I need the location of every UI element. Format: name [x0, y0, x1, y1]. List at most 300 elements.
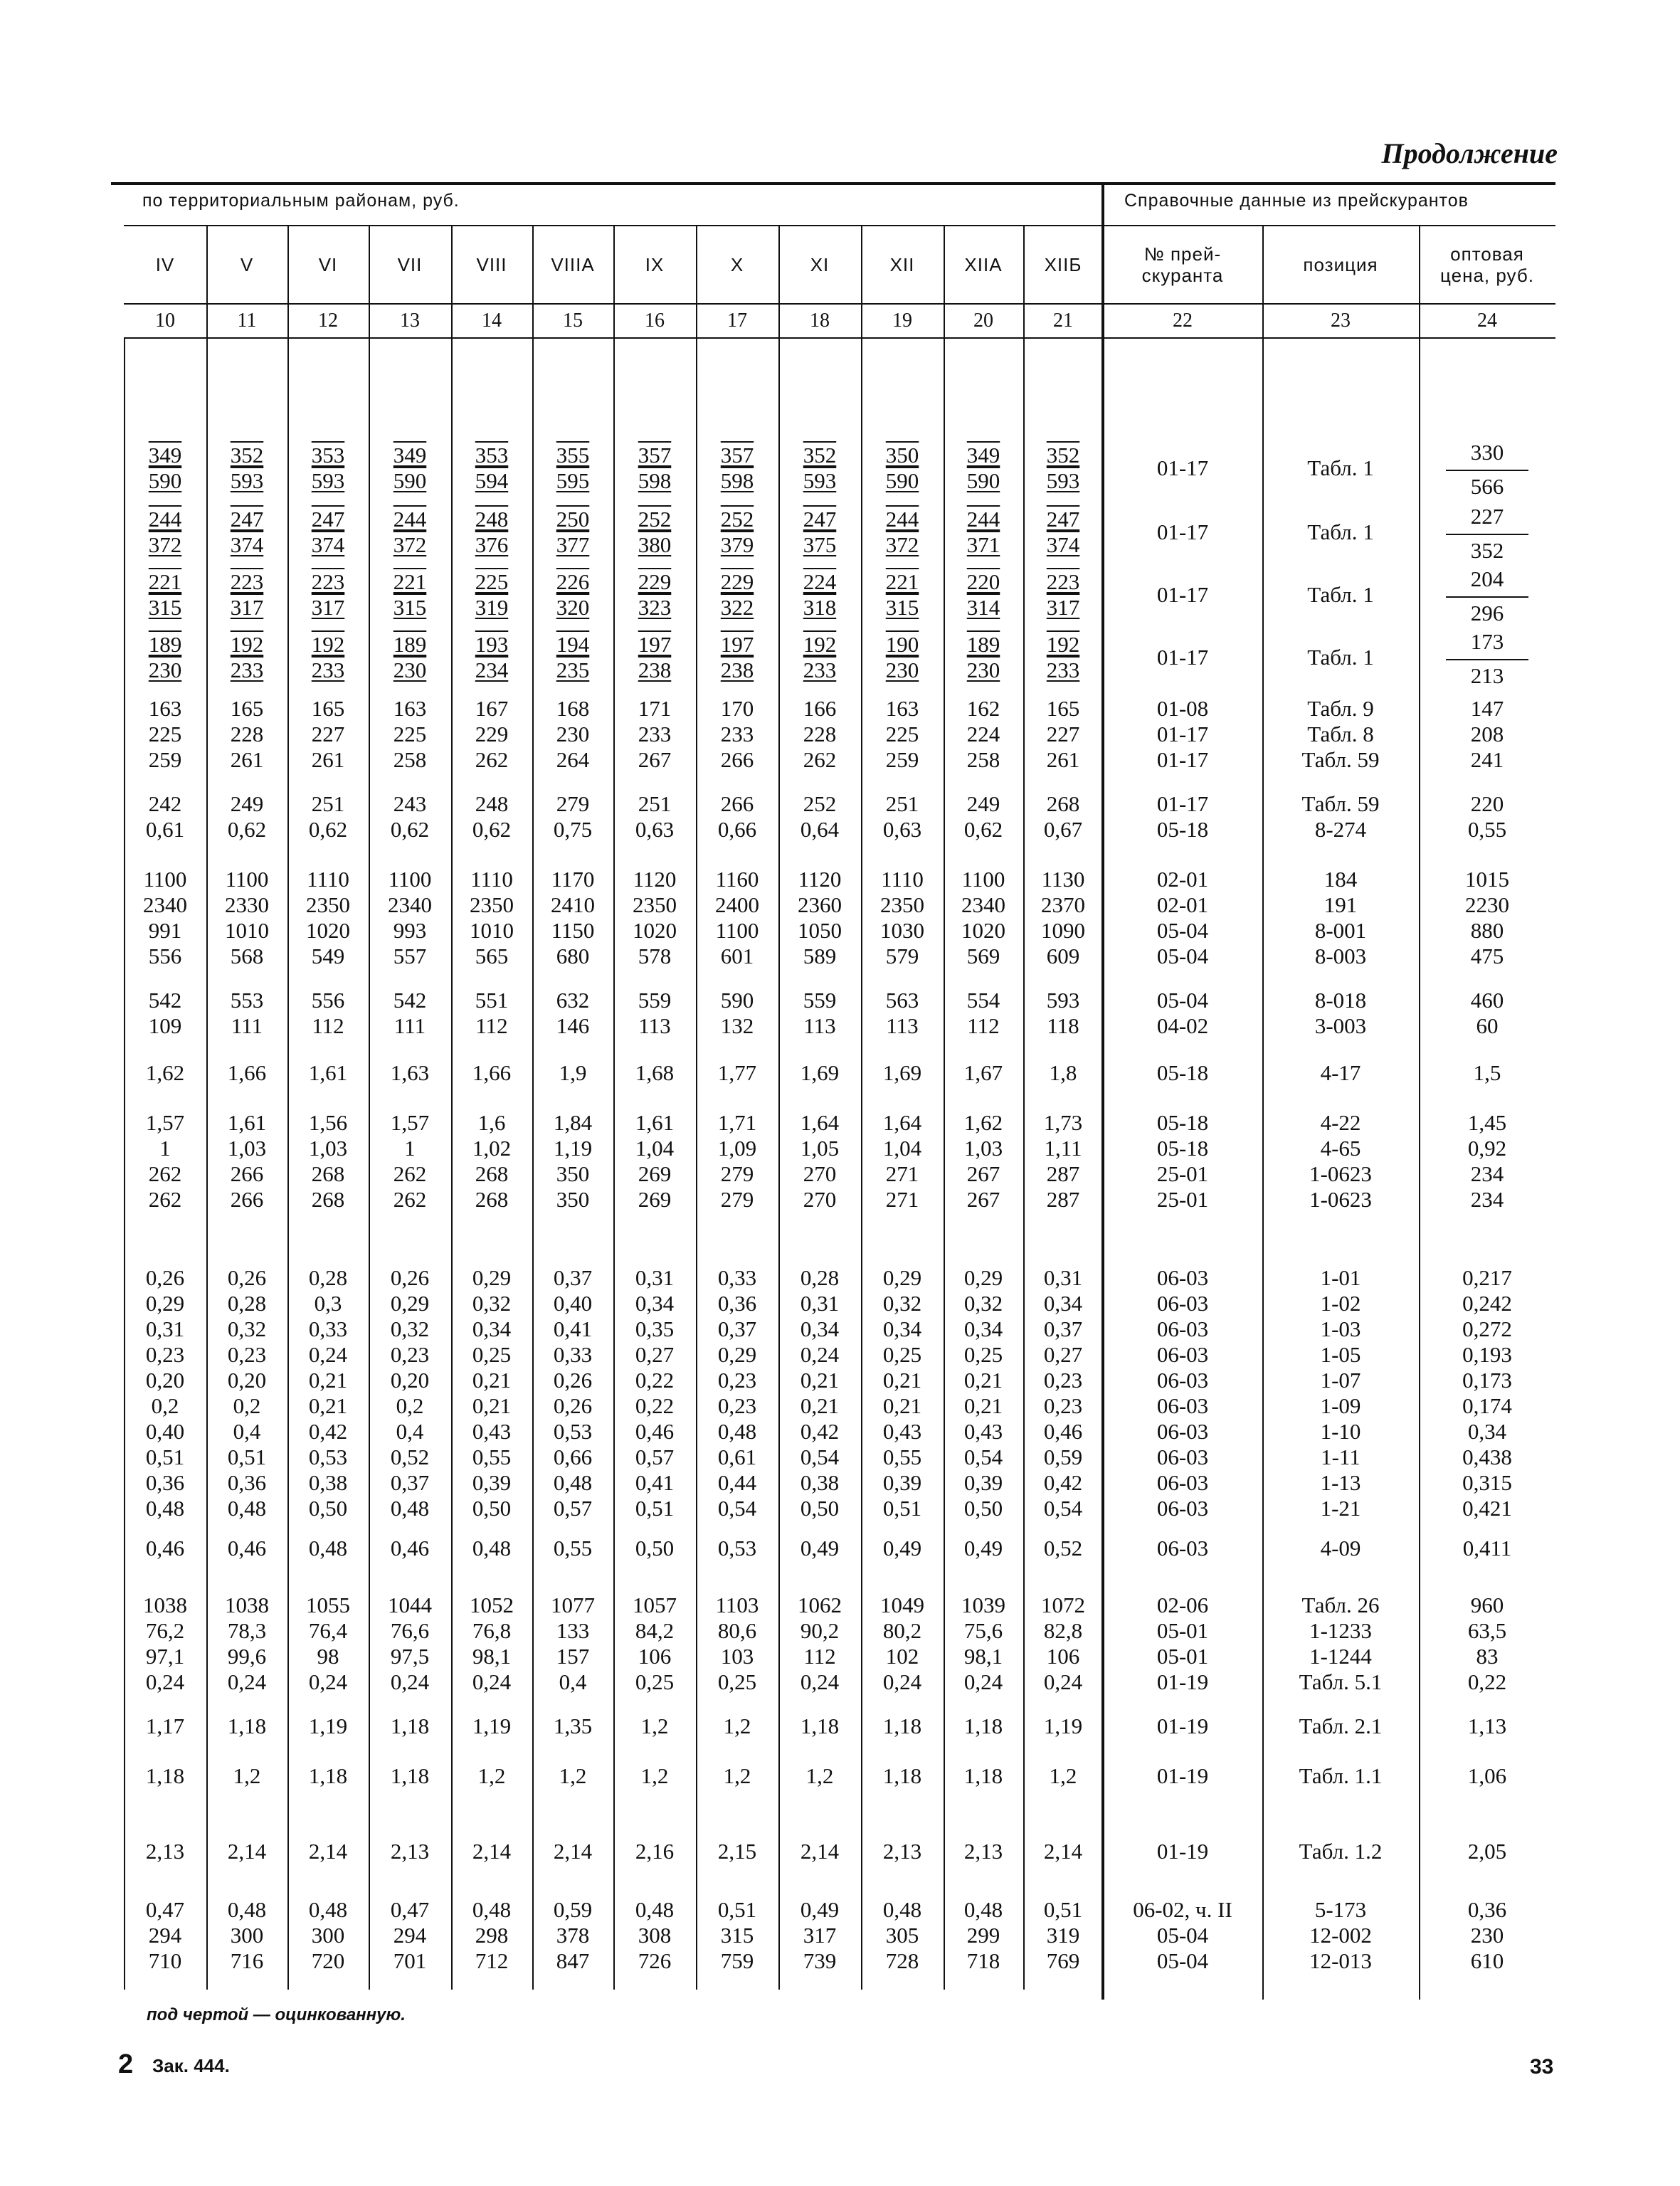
- value: 0,2: [233, 1393, 261, 1418]
- value: 189: [148, 632, 182, 657]
- value: 262: [148, 1161, 182, 1186]
- value: 0,31: [800, 1291, 840, 1316]
- fraction-bar: [1446, 596, 1528, 598]
- value: 372: [885, 532, 919, 557]
- pricelist-number: [1103, 791, 1262, 843]
- value: 258: [393, 747, 427, 772]
- value: 0,24: [227, 1669, 267, 1694]
- value: 267: [638, 747, 672, 772]
- value: 1,18: [800, 1714, 840, 1738]
- value: 0,26: [227, 1265, 267, 1290]
- value: 279: [720, 1161, 754, 1186]
- value: 0,28: [308, 1265, 348, 1290]
- value: 579: [885, 944, 919, 968]
- value-cell: [369, 791, 451, 843]
- value-cell: [369, 1839, 451, 1864]
- value: 194: [556, 632, 590, 657]
- wholesale-price-value: 234: [1470, 1187, 1504, 1212]
- pricelist-number-value: 06-02, ч. II: [1133, 1897, 1232, 1922]
- value: 0,48: [472, 1897, 512, 1922]
- value: 0,51: [1043, 1897, 1083, 1922]
- value-cell: [861, 1593, 944, 1695]
- value: 190: [885, 632, 919, 657]
- value: 300: [311, 1923, 345, 1948]
- value-cell: [369, 632, 451, 683]
- value: 554: [966, 988, 1000, 1013]
- wholesale-price-value: 0,55: [1467, 817, 1507, 842]
- pricelist-number-value: 01-19: [1156, 1839, 1209, 1864]
- position-value: Табл. 1: [1307, 645, 1374, 670]
- value-cell: [532, 867, 613, 969]
- value-cell: [451, 1763, 532, 1789]
- position-value: 1-09: [1320, 1393, 1361, 1418]
- value-cell: [451, 867, 532, 969]
- value-cell: [778, 1763, 861, 1789]
- value: 1110: [307, 867, 349, 892]
- value-cell: [944, 1897, 1023, 1974]
- value-cell: [287, 507, 369, 558]
- value: 106: [1046, 1644, 1080, 1669]
- value: 317: [803, 1923, 837, 1948]
- value: 0,50: [635, 1536, 675, 1561]
- value: 0,37: [717, 1316, 757, 1341]
- value-cell: [287, 1060, 369, 1086]
- wholesale-price: [1419, 988, 1555, 1039]
- pricelist-number-value: 05-04: [1156, 1923, 1209, 1948]
- value: 238: [720, 658, 754, 682]
- value: 308: [638, 1923, 672, 1948]
- value: 318: [803, 595, 837, 620]
- value-cell: [206, 1897, 287, 1974]
- value-cell: [944, 1593, 1023, 1695]
- wholesale-price-value: 220: [1470, 791, 1504, 816]
- value-cell: [613, 1839, 696, 1864]
- value: 259: [885, 747, 919, 772]
- value: 0,25: [635, 1669, 675, 1694]
- value: 226: [556, 569, 590, 594]
- value: 0,48: [308, 1536, 348, 1561]
- position-value: 5-173: [1314, 1897, 1367, 1922]
- value: 1,05: [800, 1136, 840, 1161]
- value: 1,19: [308, 1714, 348, 1738]
- pricelist-number-value: 01-08: [1156, 696, 1209, 721]
- value: 238: [638, 658, 672, 682]
- position-value: 3-003: [1314, 1013, 1367, 1038]
- value-cell: [369, 569, 451, 621]
- value: 0,27: [1043, 1342, 1083, 1367]
- value: 590: [148, 468, 182, 493]
- wholesale-price-value: 230: [1470, 1923, 1504, 1948]
- value: 357: [720, 443, 754, 468]
- value: 565: [475, 944, 509, 968]
- value: 230: [393, 658, 427, 682]
- value: 0,55: [472, 1445, 512, 1469]
- value: 726: [638, 1948, 672, 1973]
- pricelist-number: [1103, 1536, 1262, 1561]
- value: 305: [885, 1923, 919, 1948]
- value: 0,47: [145, 1897, 185, 1922]
- value: 221: [393, 569, 427, 594]
- value: 590: [720, 988, 754, 1013]
- value: 2,14: [553, 1839, 593, 1864]
- position-value: 1-05: [1320, 1342, 1361, 1367]
- pricelist-number: [1103, 867, 1262, 969]
- value: 252: [803, 791, 837, 816]
- value-cell: [613, 443, 696, 494]
- value: 593: [230, 468, 264, 493]
- value: 258: [966, 747, 1000, 772]
- value-cell: [1023, 1536, 1103, 1561]
- column-number: 15: [563, 310, 583, 332]
- value: 0,50: [472, 1496, 512, 1521]
- value: 556: [148, 944, 182, 968]
- value-cell: [124, 632, 206, 683]
- wholesale-price-value: 1,45: [1467, 1110, 1507, 1135]
- value: 248: [475, 507, 509, 532]
- wholesale-price-value: 60: [1476, 1013, 1499, 1038]
- value: 0,26: [390, 1265, 430, 1290]
- position-value: Табл. 59: [1301, 747, 1380, 772]
- value: 0,29: [145, 1291, 185, 1316]
- value: 1,61: [227, 1110, 267, 1135]
- value: 249: [966, 791, 1000, 816]
- value: 98: [317, 1644, 339, 1669]
- value: 266: [720, 791, 754, 816]
- value-cell: [206, 1265, 287, 1521]
- value-cell: [124, 988, 206, 1039]
- value: 75,6: [963, 1618, 1003, 1643]
- value-cell: [861, 1839, 944, 1864]
- value-cell: [696, 1839, 778, 1864]
- value: 0,54: [717, 1496, 757, 1521]
- value: 1,18: [308, 1763, 348, 1788]
- value: 0,51: [145, 1445, 185, 1469]
- value-cell: [944, 1110, 1023, 1213]
- value-cell: [696, 1536, 778, 1561]
- value: 0,33: [717, 1265, 757, 1290]
- value: 80,6: [717, 1618, 757, 1643]
- value: 1,18: [963, 1763, 1003, 1788]
- value: 1,2: [640, 1714, 669, 1738]
- value-cell: [287, 1536, 369, 1561]
- wholesale-price-value: 0,315: [1462, 1470, 1512, 1495]
- value: 350: [885, 443, 919, 468]
- value-cell: [124, 1536, 206, 1561]
- top-rule: [111, 182, 1555, 185]
- column-header: VIII: [476, 254, 507, 276]
- value: 0,33: [308, 1316, 348, 1341]
- value: 0,75: [553, 817, 593, 842]
- value-cell: [1023, 1110, 1103, 1213]
- value: 0,53: [717, 1536, 757, 1561]
- position-value: Табл. 1: [1307, 582, 1374, 607]
- value: 0,4: [396, 1419, 424, 1444]
- value-cell: [696, 443, 778, 494]
- position-value: 1-02: [1320, 1291, 1361, 1316]
- value: 0,39: [882, 1470, 922, 1495]
- value: 0,51: [227, 1445, 267, 1469]
- value: 252: [638, 507, 672, 532]
- footnote: под чертой — оцинкованную.: [147, 2005, 406, 2024]
- value-cell: [778, 1897, 861, 1974]
- value: 233: [720, 722, 754, 746]
- value-cell: [778, 1265, 861, 1521]
- value: 113: [886, 1013, 919, 1038]
- value: 0,62: [227, 817, 267, 842]
- value: 1,9: [559, 1060, 587, 1085]
- value: 1020: [633, 918, 677, 943]
- value: 609: [1046, 944, 1080, 968]
- value: 0,20: [145, 1368, 185, 1393]
- value: 0,63: [882, 817, 922, 842]
- continuation-label: Продолжение: [1381, 137, 1558, 169]
- wholesale-price-fraction: [1419, 440, 1555, 500]
- column-number: 16: [645, 310, 665, 332]
- pricelist-number-value: 05-04: [1156, 918, 1209, 943]
- value: 595: [556, 468, 590, 493]
- pricelist-number-value: 02-06: [1156, 1593, 1209, 1617]
- value: 1103: [715, 1593, 759, 1617]
- position-value: 12-002: [1309, 1923, 1372, 1948]
- value-cell: [861, 696, 944, 773]
- value: 0,48: [635, 1897, 675, 1922]
- column-number: 20: [973, 310, 993, 332]
- value-cell: [1023, 632, 1103, 683]
- value: 376: [475, 532, 509, 557]
- value: 0,29: [472, 1265, 512, 1290]
- value: 317: [311, 595, 345, 620]
- value: 1062: [798, 1593, 842, 1617]
- value: 229: [638, 569, 672, 594]
- value: 224: [803, 569, 837, 594]
- value-cell: [451, 1265, 532, 1521]
- value-cell: [206, 1060, 287, 1086]
- wholesale-price: [1419, 1110, 1555, 1213]
- value: 233: [311, 658, 345, 682]
- position: [1262, 988, 1419, 1039]
- value: 0,31: [1043, 1265, 1083, 1290]
- value: 0,66: [553, 1445, 593, 1469]
- price-denominator: 296: [1470, 601, 1504, 625]
- value-cell: [861, 1265, 944, 1521]
- value: 90,2: [800, 1618, 840, 1643]
- value-cell: [287, 867, 369, 969]
- position: [1262, 1763, 1419, 1789]
- value: 2350: [880, 892, 924, 917]
- value: 268: [475, 1161, 509, 1186]
- value: 353: [311, 443, 345, 468]
- value: 0,25: [717, 1669, 757, 1694]
- value: 0,23: [227, 1342, 267, 1367]
- value-cell: [696, 1060, 778, 1086]
- value-cell: [1023, 1714, 1103, 1739]
- value-cell: [451, 443, 532, 494]
- value-cell: [613, 1897, 696, 1974]
- value: 0,41: [553, 1316, 593, 1341]
- value: 0,24: [963, 1669, 1003, 1694]
- value: 267: [966, 1187, 1000, 1212]
- value: 0,62: [472, 817, 512, 842]
- value: 0,31: [145, 1316, 185, 1341]
- value: 352: [1046, 443, 1080, 468]
- value: 298: [475, 1923, 509, 1948]
- value: 350: [556, 1187, 590, 1212]
- value: 0,31: [635, 1265, 675, 1290]
- column-number: 21: [1053, 310, 1073, 332]
- value: 380: [638, 532, 672, 557]
- value-cell: [451, 569, 532, 621]
- group-header-reference: Справочные данные из прейскурантов: [1124, 191, 1469, 211]
- value: 1039: [961, 1593, 1005, 1617]
- value-cell: [1023, 1839, 1103, 1864]
- value: 590: [966, 468, 1000, 493]
- value-cell: [451, 696, 532, 773]
- value: 1,68: [635, 1060, 675, 1085]
- value: 598: [638, 468, 672, 493]
- pricelist-number-value: 06-03: [1156, 1291, 1209, 1316]
- value-cell: [778, 867, 861, 969]
- value-cell: [861, 443, 944, 494]
- value: 76,2: [145, 1618, 185, 1643]
- value: 632: [556, 988, 590, 1013]
- pricelist-number-value: 06-03: [1156, 1316, 1209, 1341]
- value: 189: [393, 632, 427, 657]
- value-cell: [532, 1265, 613, 1521]
- value: 1150: [551, 918, 595, 943]
- value: 372: [148, 532, 182, 557]
- pricelist-number: [1103, 1265, 1262, 1521]
- value: 1052: [470, 1593, 514, 1617]
- value: 1130: [1041, 867, 1085, 892]
- value: 0,38: [308, 1470, 348, 1495]
- value: 716: [230, 1948, 264, 1973]
- value: 0,57: [635, 1445, 675, 1469]
- value: 0,25: [963, 1342, 1003, 1367]
- value: 374: [1046, 532, 1080, 557]
- value: 0,24: [800, 1342, 840, 1367]
- value: 0,26: [553, 1393, 593, 1418]
- value-cell: [696, 632, 778, 683]
- value: 379: [720, 532, 754, 557]
- value: 244: [148, 507, 182, 532]
- value: 0,53: [308, 1445, 348, 1469]
- value: 0,22: [635, 1368, 675, 1393]
- value: 109: [148, 1013, 182, 1038]
- position-value: 184: [1324, 867, 1358, 892]
- value: 244: [966, 507, 1000, 532]
- value: 0,57: [553, 1496, 593, 1521]
- value-cell: [613, 507, 696, 558]
- value: 166: [803, 696, 837, 721]
- position-value: Табл. 59: [1301, 791, 1380, 816]
- value-cell: [613, 632, 696, 683]
- value: 1,2: [723, 1763, 751, 1788]
- value: 76,6: [390, 1618, 430, 1643]
- value: 1170: [551, 867, 595, 892]
- value: 569: [966, 944, 1000, 968]
- value: 1,04: [882, 1136, 922, 1161]
- value: 0,61: [145, 817, 185, 842]
- pricelist-number-value: 05-01: [1156, 1618, 1209, 1643]
- position-value: Табл. 26: [1301, 1593, 1380, 1617]
- pricelist-number-value: 01-17: [1156, 747, 1209, 772]
- value: 76,4: [308, 1618, 348, 1643]
- value: 1,6: [477, 1110, 506, 1135]
- value: 563: [885, 988, 919, 1013]
- value-cell: [451, 1593, 532, 1695]
- position-value: Табл. 9: [1307, 696, 1374, 721]
- value: 1,19: [472, 1714, 512, 1738]
- value-cell: [861, 569, 944, 621]
- value: 243: [393, 791, 427, 816]
- value-cell: [124, 1265, 206, 1521]
- fraction-bar: [1446, 534, 1528, 535]
- value: 262: [148, 1187, 182, 1212]
- value-cell: [696, 1110, 778, 1213]
- value: 2340: [961, 892, 1005, 917]
- value-cell: [1023, 791, 1103, 843]
- position-value: 4-09: [1320, 1536, 1361, 1561]
- value: 228: [230, 722, 264, 746]
- value: 2370: [1041, 892, 1085, 917]
- value: 0,62: [308, 817, 348, 842]
- value: 1,18: [390, 1763, 430, 1788]
- value-cell: [287, 632, 369, 683]
- value: 167: [475, 696, 509, 721]
- value: 287: [1046, 1161, 1080, 1186]
- position: [1262, 519, 1419, 545]
- value: 0,34: [635, 1291, 675, 1316]
- value: 0,4: [233, 1419, 261, 1444]
- wholesale-price-value: 0,438: [1462, 1445, 1512, 1469]
- value: 0,48: [145, 1496, 185, 1521]
- value: 1,84: [553, 1110, 593, 1135]
- value-cell: [287, 696, 369, 773]
- value-cell: [696, 1897, 778, 1974]
- value: 84,2: [635, 1618, 675, 1643]
- value: 2,14: [308, 1839, 348, 1864]
- value: 0,42: [1043, 1470, 1083, 1495]
- value: 264: [556, 747, 590, 772]
- column-number: 11: [237, 310, 257, 332]
- value: 1100: [225, 867, 269, 892]
- page-number: 33: [1530, 2055, 1554, 2079]
- value: 261: [311, 747, 345, 772]
- number-row-underline: [124, 337, 1555, 339]
- value: 2350: [470, 892, 514, 917]
- value: 112: [803, 1644, 836, 1669]
- column-header: IX: [645, 254, 665, 276]
- position-value: 191: [1324, 892, 1358, 917]
- value: 1: [159, 1136, 171, 1161]
- value: 1,2: [559, 1763, 587, 1788]
- pricelist-number: [1103, 1897, 1262, 1974]
- value: 739: [803, 1948, 837, 1973]
- value: 0,39: [963, 1470, 1003, 1495]
- price-numerator: 173: [1470, 629, 1504, 654]
- value-cell: [369, 443, 451, 494]
- wholesale-price: [1419, 867, 1555, 969]
- value: 0,54: [800, 1445, 840, 1469]
- value: 112: [475, 1013, 508, 1038]
- value: 0,54: [963, 1445, 1003, 1469]
- pricelist-number-value: 06-03: [1156, 1419, 1209, 1444]
- pricelist-number-value: 06-03: [1156, 1265, 1209, 1290]
- value: 300: [230, 1923, 264, 1948]
- value: 224: [966, 722, 1000, 746]
- footer-signature-number: 2: [118, 2049, 134, 2079]
- pricelist-number-value: 04-02: [1156, 1013, 1209, 1038]
